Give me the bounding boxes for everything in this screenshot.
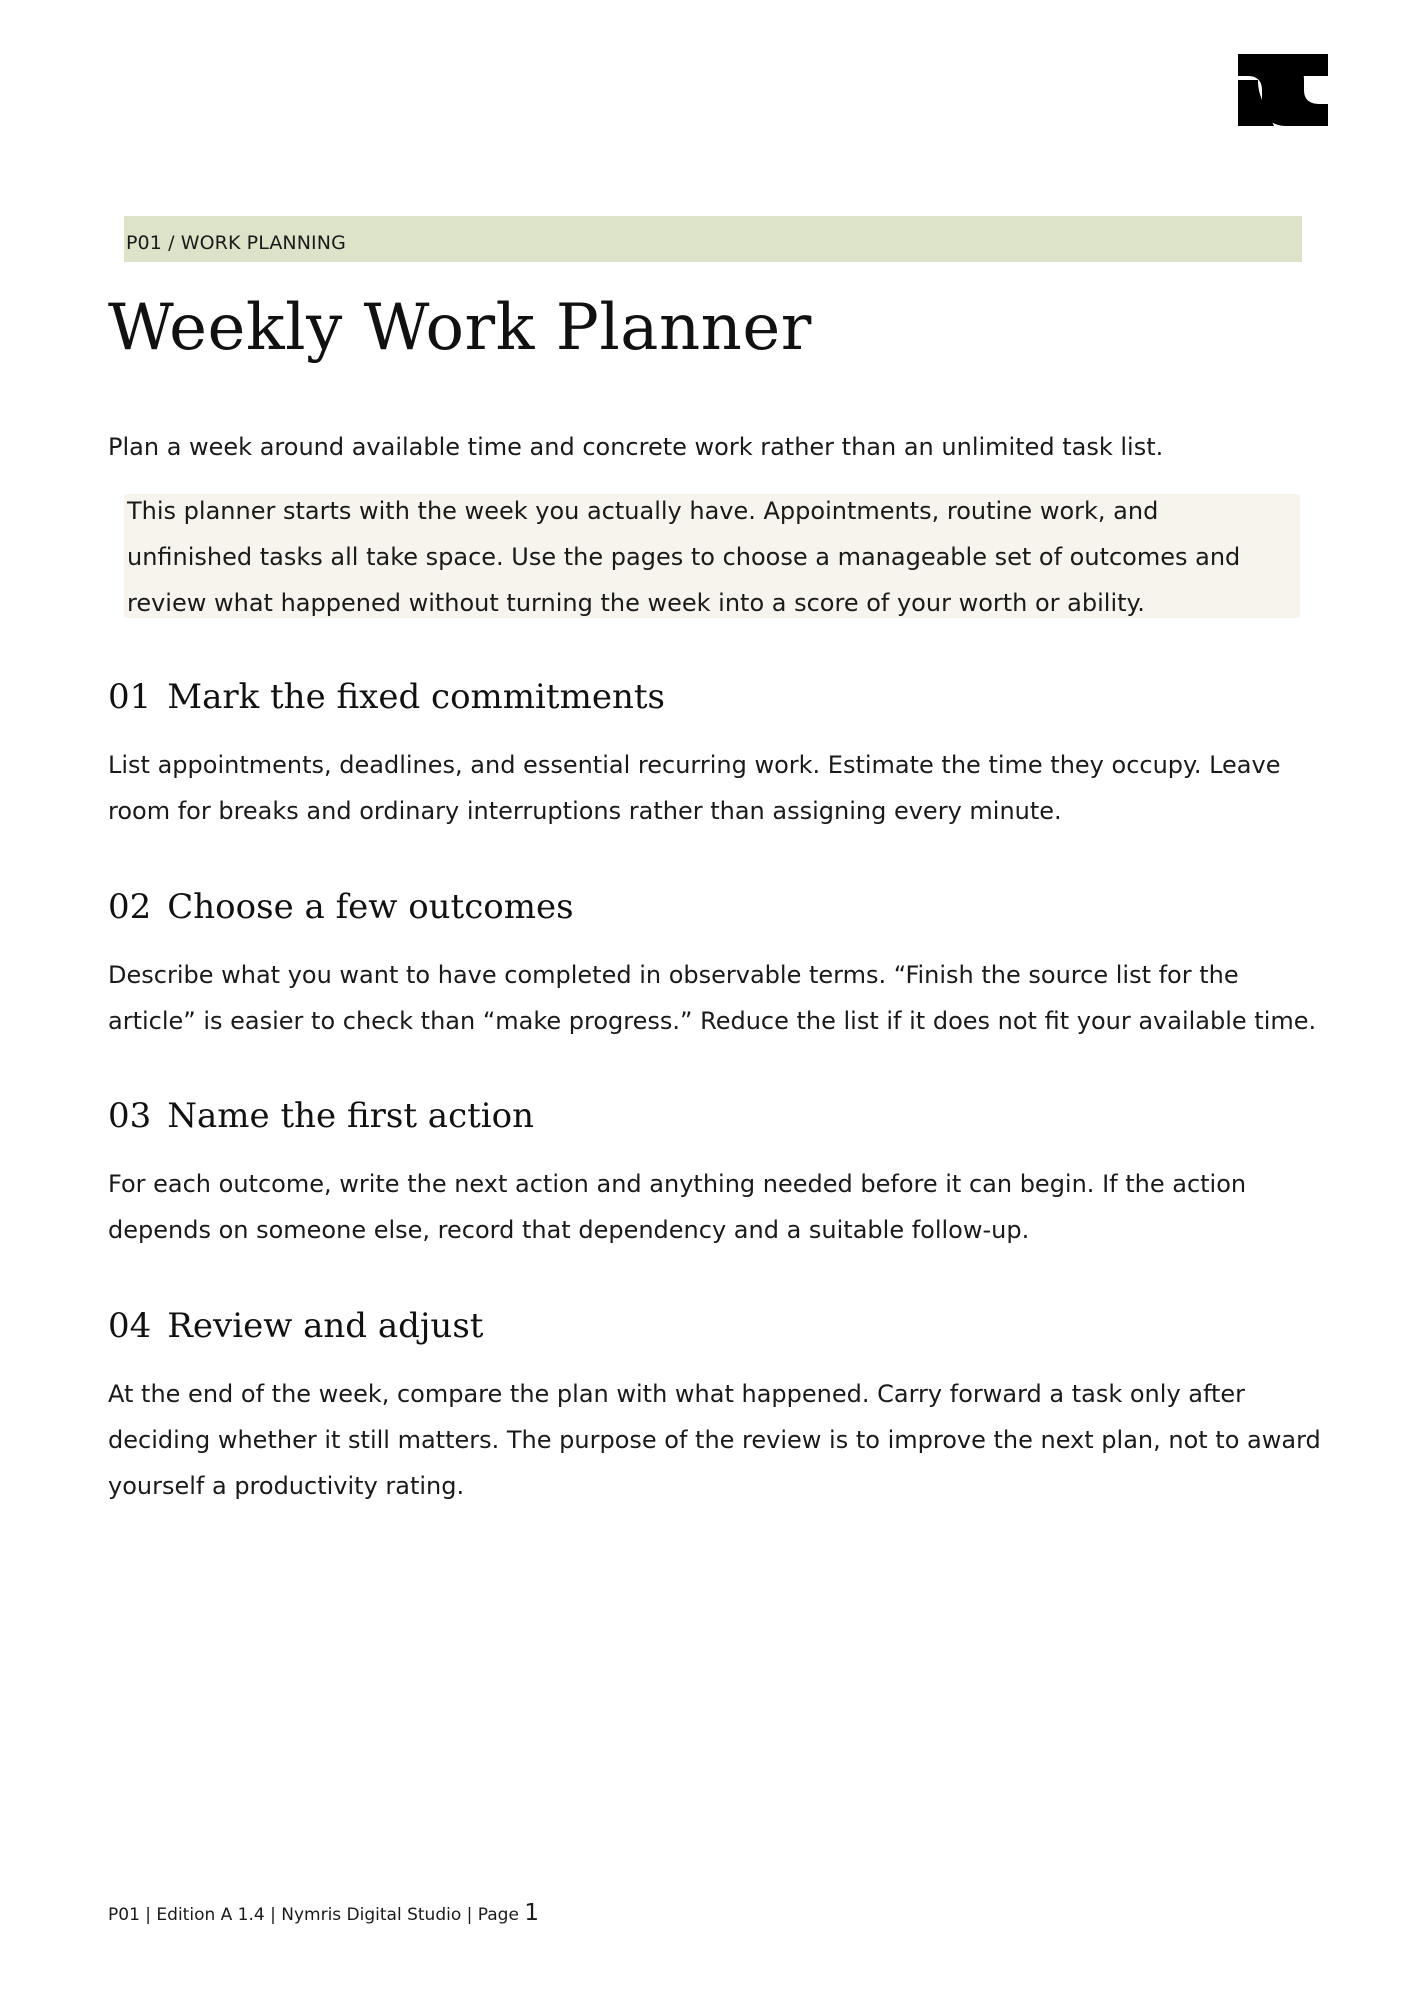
- section-title: Choose a few outcomes: [167, 887, 574, 927]
- section-title: Mark the fixed commitments: [167, 677, 665, 717]
- section-number: 04: [108, 1306, 152, 1346]
- section-body: At the end of the week, compare the plan with what happened. Carry forward a task only after deciding whether it still matters. The purpose of the review is to improve the next plan, not to award yourself a productivity rating.: [108, 1380, 1321, 1500]
- page-subtitle: Plan a week around available time and concrete work rather than an unlimited task list.: [108, 433, 1164, 461]
- section-number: 03: [108, 1096, 152, 1136]
- section-title: Name the first action: [167, 1096, 535, 1136]
- section-heading: [108, 1301, 483, 1351]
- section-heading: [108, 672, 665, 722]
- category-breadcrumb: [124, 216, 1302, 262]
- intro-callout-text: This planner starts with the week you actually have. Appointments, routine work, and unfinished tasks all take space. Use the pages to choose a manageable set of outcomes and review what happened without turning the week into a score of your worth or ability.: [127, 497, 1241, 617]
- section-number: 02: [108, 887, 152, 927]
- footer-text: P01 | Edition A 1.4 | Nymris Digital Studio | Page: [108, 1905, 525, 1925]
- intro-callout: [124, 494, 1300, 618]
- brand-logo-icon: [1234, 50, 1332, 130]
- section-heading: [108, 882, 574, 932]
- page-title: Weekly Work Planner: [108, 291, 812, 365]
- page-number: 1: [524, 1900, 539, 1926]
- section-body: List appointments, deadlines, and essential recurring work. Estimate the time they occupy. Leave room for breaks and ordinary interruptions rather than assigning every minute.: [108, 751, 1281, 825]
- category-label: P01 / WORK PLANNING: [126, 232, 346, 254]
- section-title: Review and adjust: [167, 1306, 484, 1346]
- section-body: Describe what you want to have completed in observable terms. “Finish the source list for the article” is easier to check than “make progress.” Reduce the list if it does not fit your available time.: [108, 961, 1317, 1035]
- section-body: For each outcome, write the next action and anything needed before it can begin. If the action depends on someone else, record that dependency and a suitable follow-up.: [108, 1170, 1247, 1244]
- section-heading: [108, 1091, 534, 1141]
- page-footer: [108, 1898, 539, 1930]
- section-number: 01: [108, 677, 152, 717]
